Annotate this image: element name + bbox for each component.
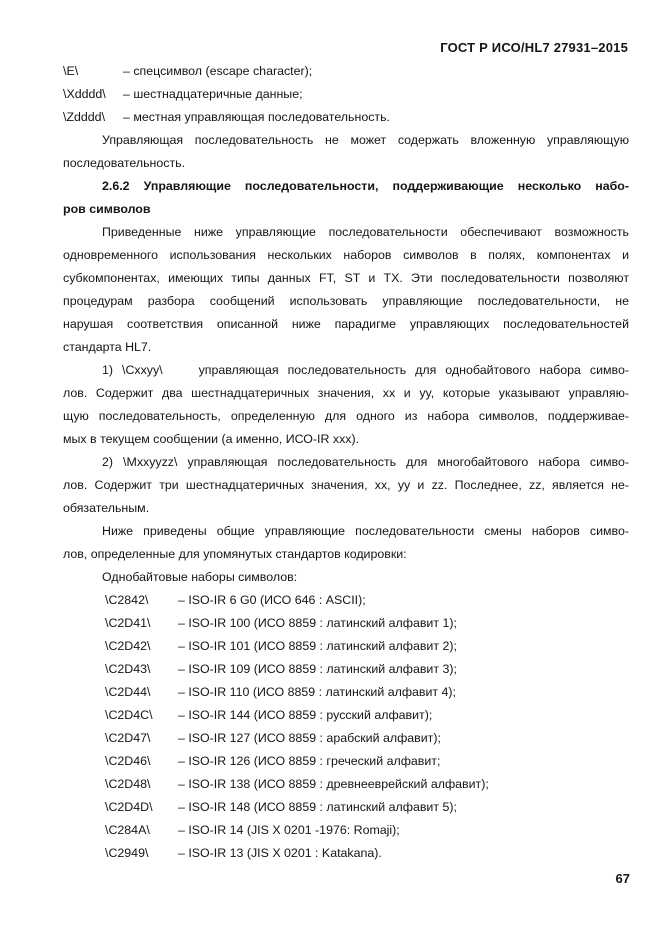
escape-code: \Zdddd\ xyxy=(63,110,106,124)
list-item-line: 1) \Cxxyy\ управляющая последовательность для однобайтового набора симво- xyxy=(102,363,629,377)
list-item-line: щую последовательность, определенную для одного из набора символов, поддерживае- xyxy=(63,409,629,423)
charset-desc: – ISO-IR 13 (JIS X 0201 : Katakana). xyxy=(178,846,382,860)
charset-code: \C2D4D\ xyxy=(105,800,153,814)
charset-code: \C284A\ xyxy=(105,823,150,837)
escape-desc: – спецсимвол (escape character); xyxy=(123,64,313,78)
list-item-line: лов. Содержит два шестнадцатеричных значения, xx и yy, которые указывают управляю- xyxy=(63,386,629,400)
charset-code: \C2D43\ xyxy=(105,662,151,676)
list-item-line: мых в текущем сообщении (а именно, ИСО-IR xxx). xyxy=(63,432,360,446)
paragraph-line: одновременного использования нескольких наборов символов в полях, компонентах и xyxy=(63,248,629,262)
escape-code: \E\ xyxy=(63,64,79,78)
charset-desc: – ISO-IR 109 (ИСО 8859 : латинский алфавит 3); xyxy=(178,662,457,676)
paragraph-line: нарушая соответствия описанной ниже парадигме управляющих последовательностей xyxy=(63,317,629,331)
paragraph-line: процедурам разбора сообщений использовать управляющие последовательности, не xyxy=(63,294,629,308)
charset-desc: – ISO-IR 100 (ИСО 8859 : латинский алфавит 1); xyxy=(178,616,457,630)
escape-desc: – шестнадцатеричные данные; xyxy=(123,87,303,101)
charset-code: \C2D4C\ xyxy=(105,708,153,722)
paragraph-line: Приведенные ниже управляющие последовательности обеспечивают возможность xyxy=(102,225,629,239)
charset-desc: – ISO-IR 14 (JIS X 0201 -1976: Romaji); xyxy=(178,823,400,837)
paragraph-line: Ниже приведены общие управляющие последовательности смены наборов симво- xyxy=(102,524,629,538)
charset-code: \C2949\ xyxy=(105,846,149,860)
paragraph-line: лов, определенные для упомянутых стандартов кодировки: xyxy=(63,547,407,561)
standard-header: ГОСТ Р ИСО/HL7 27931–2015 xyxy=(440,40,628,55)
section-heading: 2.6.2 Управляющие последовательности, поддерживающие несколько набо- xyxy=(102,179,629,193)
charset-desc: – ISO-IR 6 G0 (ИСО 646 : ASCII); xyxy=(178,593,366,607)
charset-desc: – ISO-IR 126 (ИСО 8859 : греческий алфавит; xyxy=(178,754,441,768)
subheading: Однобайтовые наборы символов: xyxy=(102,570,298,584)
paragraph-line: последовательность. xyxy=(63,156,186,170)
charset-desc: – ISO-IR 101 (ИСО 8859 : латинский алфавит 2); xyxy=(178,639,457,653)
charset-code: \C2D46\ xyxy=(105,754,151,768)
section-heading-cont: ров символов xyxy=(63,202,151,216)
list-item-line: 2) \Mxxyyzz\ управляющая последовательность для многобайтового набора симво- xyxy=(102,455,629,469)
charset-code: \C2D47\ xyxy=(105,731,151,745)
charset-code: \C2842\ xyxy=(105,593,149,607)
charset-desc: – ISO-IR 148 (ИСО 8859 : латинский алфавит 5); xyxy=(178,800,457,814)
charset-desc: – ISO-IR 138 (ИСО 8859 : древнееврейский алфавит); xyxy=(178,777,489,791)
list-item-line: лов. Содержит три шестнадцатеричных значения, xx, yy и zz. Последнее, zz, является не- xyxy=(63,478,629,492)
charset-desc: – ISO-IR 110 (ИСО 8859 : латинский алфавит 4); xyxy=(178,685,456,699)
paragraph-line: Управляющая последовательность не может содержать вложенную управляющую xyxy=(102,133,629,147)
charset-code: \C2D48\ xyxy=(105,777,151,791)
page-number: 67 xyxy=(615,871,630,886)
charset-code: \C2D41\ xyxy=(105,616,151,630)
charset-desc: – ISO-IR 127 (ИСО 8859 : арабский алфавит); xyxy=(178,731,441,745)
paragraph-line: стандарта HL7. xyxy=(63,340,152,354)
list-item-line: обязательным. xyxy=(63,501,150,515)
paragraph-line: субкомпонентах, имеющих типы данных FT, ST и TX. Эти последовательности позволяют xyxy=(63,271,629,285)
escape-desc: – местная управляющая последовательность. xyxy=(123,110,390,124)
escape-code: \Xdddd\ xyxy=(63,87,106,101)
charset-desc: – ISO-IR 144 (ИСО 8859 : русский алфавит); xyxy=(178,708,433,722)
charset-code: \C2D42\ xyxy=(105,639,151,653)
charset-code: \C2D44\ xyxy=(105,685,151,699)
